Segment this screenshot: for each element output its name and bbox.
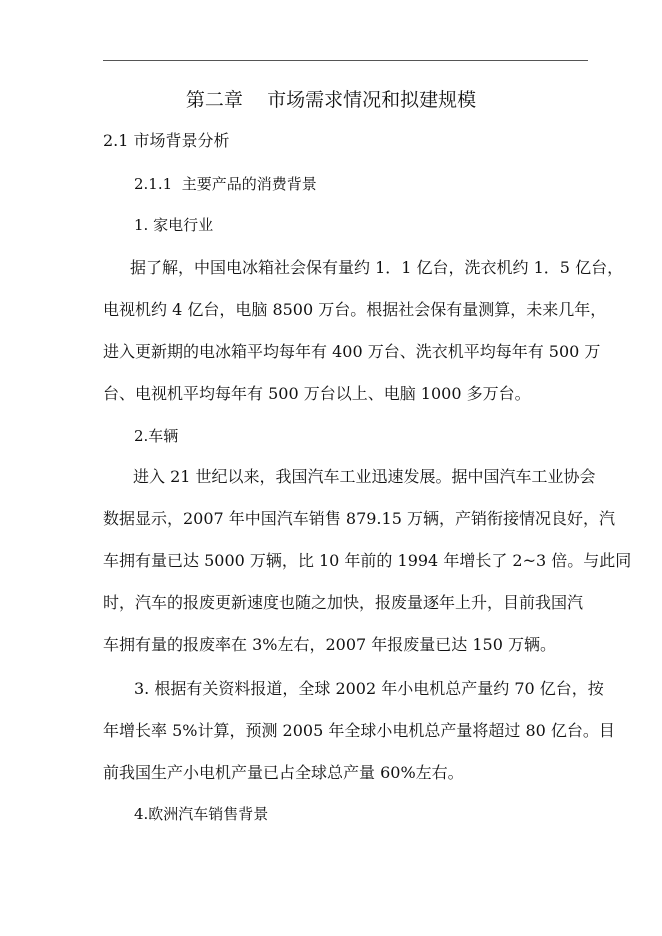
- paragraph-line: 进入更新期的电冰箱平均每年有 400 万台、洗衣机平均每年有 500 万: [103, 342, 601, 361]
- item-1-paragraph: [103, 258, 624, 426]
- paragraph-line: 年增长率 5%计算，预测 2005 年全球小电机总产量将超过 80 亿台。目: [103, 721, 615, 740]
- paragraph-line: 车拥有量已达 5000 万辆，比 10 年前的 1994 年增长了 2~3 倍。与此同: [103, 551, 632, 570]
- item-4-heading: 4.欧洲汽车销售背景: [134, 805, 269, 823]
- paragraph-line: 车拥有量的报废率在 3%左右，2007 年报废量已达 150 万辆。: [103, 635, 556, 654]
- paragraph-line: 进入 21 世纪以来，我国汽车工业迅速发展。据中国汽车工业协会: [133, 467, 596, 486]
- paragraph-line: 前我国生产小电机产量已占全球总产量 60%左右。: [103, 763, 464, 782]
- paragraph-line: 时，汽车的报废更新速度也随之加快，报废量逐年上升，目前我国汽: [103, 593, 584, 612]
- item-2-paragraph: [103, 467, 632, 677]
- item-1-heading: 1. 家电行业: [134, 216, 214, 234]
- header-rule: [103, 60, 588, 61]
- chapter-title: 第二章 市场需求情况和拟建规模: [185, 89, 477, 111]
- item-3-paragraph: [103, 679, 615, 805]
- item-2-heading: 2.车辆: [134, 427, 179, 445]
- paragraph-line: 数据显示，2007 年中国汽车销售 879.15 万辆，产销衔接情况良好，汽: [103, 509, 615, 528]
- section-title: 2.1 市场背景分析: [103, 131, 230, 150]
- subsection-title: 2.1.1 主要产品的消费背景: [134, 175, 317, 193]
- paragraph-line: 电视机约 4 亿台，电脑 8500 万台。根据社会保有量测算，未来几年，: [103, 300, 607, 319]
- paragraph-line: 据了解，中国电冰箱社会保有量约 1．1 亿台，洗衣机约 1．5 亿台，: [130, 258, 624, 277]
- paragraph-line: 台、电视机平均每年有 500 万台以上、电脑 1000 多万台。: [103, 384, 531, 403]
- paragraph-line: 3. 根据有关资料报道，全球 2002 年小电机总产量约 70 亿台，按: [134, 679, 604, 698]
